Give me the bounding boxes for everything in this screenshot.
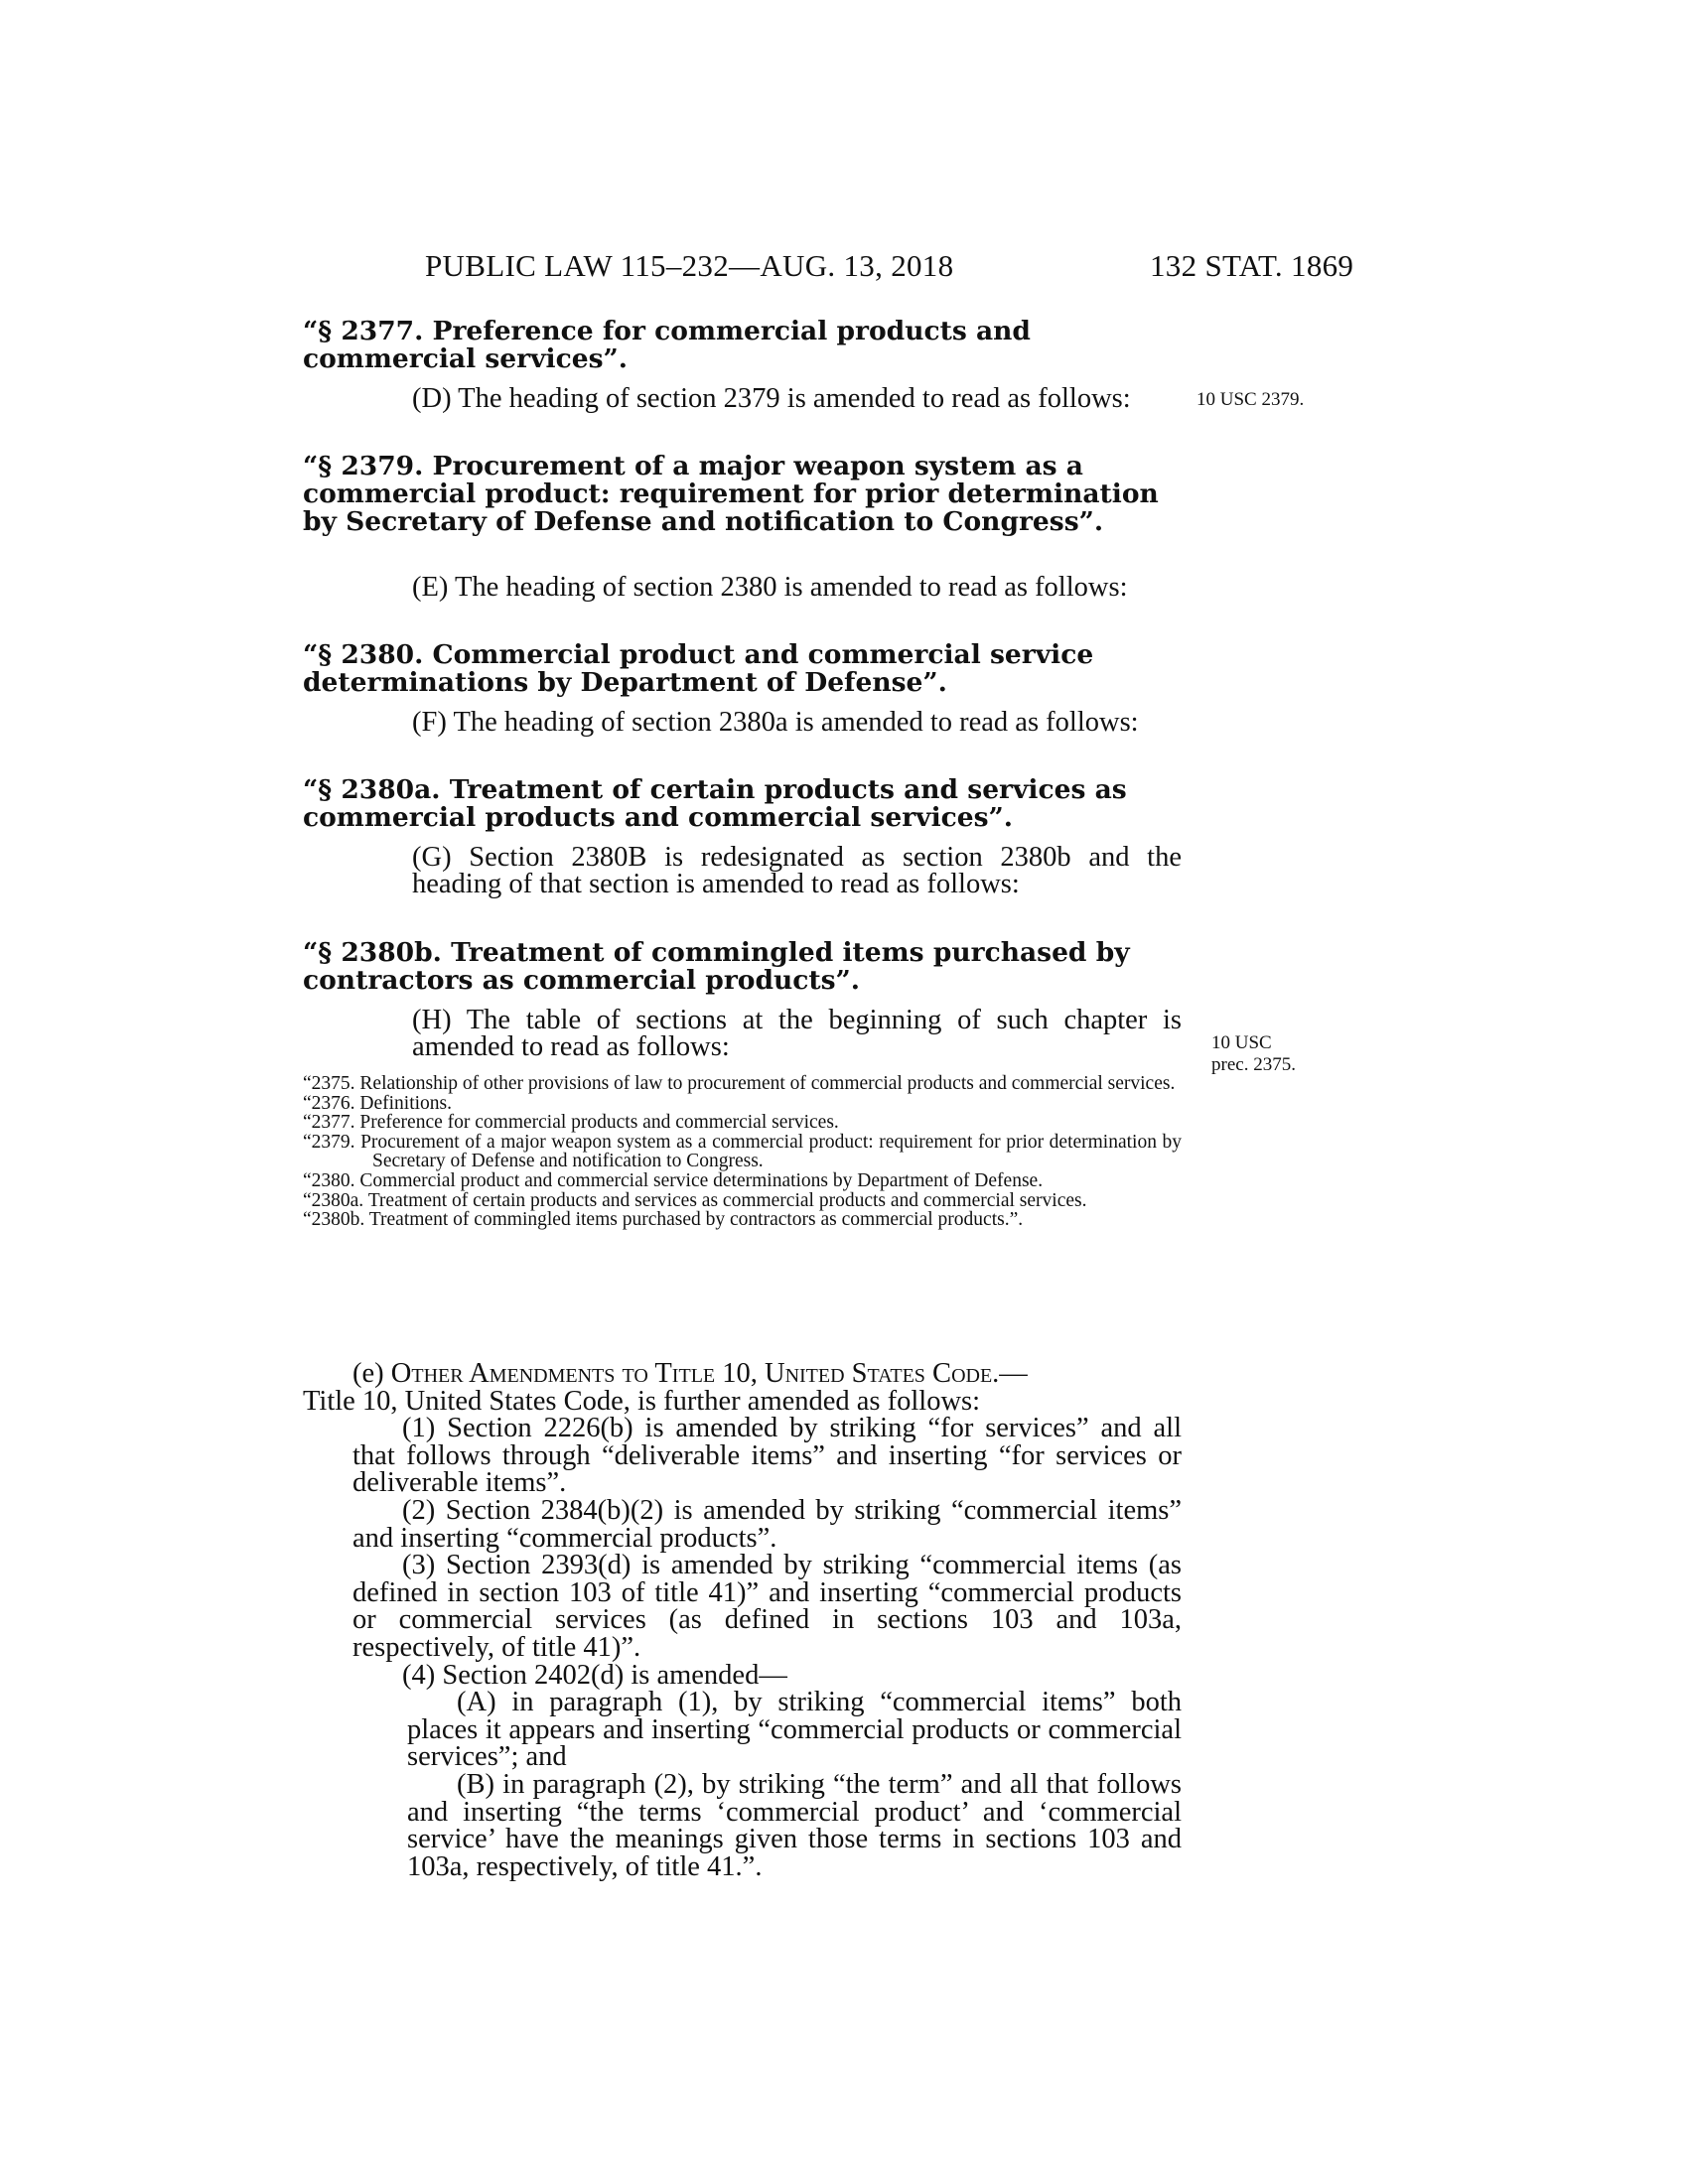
amendment-3 xyxy=(303,1552,1182,1661)
toc-entry: “2380b. Treatment of commingled items purchased by contractors as commercial products.”. xyxy=(303,1209,1024,1231)
section-number: “§ 2380a. xyxy=(303,774,441,805)
toc-entry: “2380a. Treatment of certain products and services as commercial products and commercial services. xyxy=(303,1189,1087,1211)
section-number: “§ 2380. xyxy=(303,639,424,670)
toc-entry: “2380. Commercial product and commercial service determinations by Department of Defense. xyxy=(303,1169,1044,1191)
amendments-heading xyxy=(303,1360,1182,1388)
table-of-sections xyxy=(303,1074,1182,1230)
amendment-4a xyxy=(303,1689,1182,1771)
paragraph-text: (F) The heading of section 2380a is amended to read as follows: xyxy=(412,707,1139,738)
subsection-heading-dash: .— xyxy=(992,1358,1028,1389)
paragraph-text: (A) in paragraph (1), by striking “commercial items” both places it appears and inserting “commercial products or commercial services”; and xyxy=(407,1687,1182,1773)
paragraph-f xyxy=(412,709,1182,736)
subsection-heading-text: Other Amendments to Title 10, United States Code xyxy=(390,1358,993,1389)
paragraph-text: (D) The heading of section 2379 is amended to read as follows: xyxy=(412,383,1131,414)
section-title: Treatment of commingled items purchased by contractors as commercial products”. xyxy=(303,937,1130,996)
toc-entry: “2379. Procurement of a major weapon system as a commercial product: requirement for prior determination by Secretary of Defense and notification to Congress. xyxy=(303,1131,1182,1172)
section-number: “§ 2377. xyxy=(303,316,424,346)
toc-entry: “2375. Relationship of other provisions of law to procurement of commercial products and commercial services. xyxy=(303,1073,1176,1094)
section-title: Procurement of a major weapon system as a commercial product: requirement for prior determination by Secretary of Defense and notification to Congress”. xyxy=(303,451,1159,537)
paragraph-text: (4) Section 2402(d) is amended— xyxy=(402,1659,787,1691)
section-number: “§ 2380b. xyxy=(303,937,442,968)
side-note-line: 10 USC xyxy=(1211,1032,1272,1053)
toc-entry: “2376. Definitions. xyxy=(303,1092,453,1114)
paragraph-e xyxy=(412,574,1182,601)
amendment-4b xyxy=(303,1768,1182,1882)
paragraph-d xyxy=(412,385,1182,412)
toc-entry: “2377. Preference for commercial products and commercial services. xyxy=(303,1112,839,1134)
paragraph-text: (2) Section 2384(b)(2) is amended by striking “commercial items” and inserting “commercial products”. xyxy=(352,1494,1182,1554)
side-note-line: prec. 2375. xyxy=(1211,1054,1296,1075)
paragraph-text: (G) Section 2380B is redesignated as section 2380b and the heading of that section is amended to read as follows: xyxy=(412,842,1182,899)
section-heading-2380 xyxy=(303,641,1182,697)
section-title: Preference for commercial products and commercial services”. xyxy=(303,316,1031,374)
amendment-4 xyxy=(303,1659,1182,1691)
paragraph-text: (H) The table of sections at the beginning of such chapter is amended to read as follows: xyxy=(412,1005,1182,1062)
amendment-2 xyxy=(303,1494,1182,1554)
section-number: “§ 2379. xyxy=(303,451,424,481)
running-head-title: PUBLIC LAW 115–232—AUG. 13, 2018 xyxy=(425,248,954,283)
subsection-label: (e) xyxy=(352,1358,391,1389)
amendment-1 xyxy=(303,1415,1182,1497)
paragraph-h xyxy=(412,1007,1182,1060)
section-heading-2380b xyxy=(303,939,1182,995)
section-title: Commercial product and commercial service determinations by Department of Defense”. xyxy=(303,639,1094,698)
paragraph-g xyxy=(412,844,1182,897)
section-title: Treatment of certain products and services as commercial products and commercial services”. xyxy=(303,774,1127,833)
paragraph-text: (B) in paragraph (2), by striking “the term” and all that follows and inserting “the terms ‘commercial product’ and ‘commercial service’ have the meanings given those terms in sections 103 and 103a, respectively, of title 41.”. xyxy=(407,1768,1182,1882)
other-amendments-block xyxy=(303,1360,1182,1880)
side-note-10usc-prec-2375 xyxy=(1211,1032,1296,1076)
amendments-intro: Title 10, United States Code, is further amended as follows: xyxy=(303,1385,981,1417)
section-heading-2380a xyxy=(303,776,1182,832)
section-heading-2377 xyxy=(303,318,1182,373)
paragraph-text: (E) The heading of section 2380 is amended to read as follows: xyxy=(412,572,1128,603)
side-note-10usc2379: 10 USC 2379. xyxy=(1196,389,1305,410)
section-heading-2379 xyxy=(303,453,1182,536)
paragraph-text: (1) Section 2226(b) is amended by striking “for services” and all that follows through “deliverable items” and inserting “for services or deliverable items”. xyxy=(352,1413,1182,1499)
paragraph-text: (3) Section 2393(d) is amended by striking “commercial items (as defined in section 103 of title 41)” and inserting “commercial products or commercial services (as defined in sections 103 and 103a, respectively, of title 41)”. xyxy=(352,1550,1182,1663)
running-head-stat: 132 STAT. 1869 xyxy=(1150,248,1354,283)
